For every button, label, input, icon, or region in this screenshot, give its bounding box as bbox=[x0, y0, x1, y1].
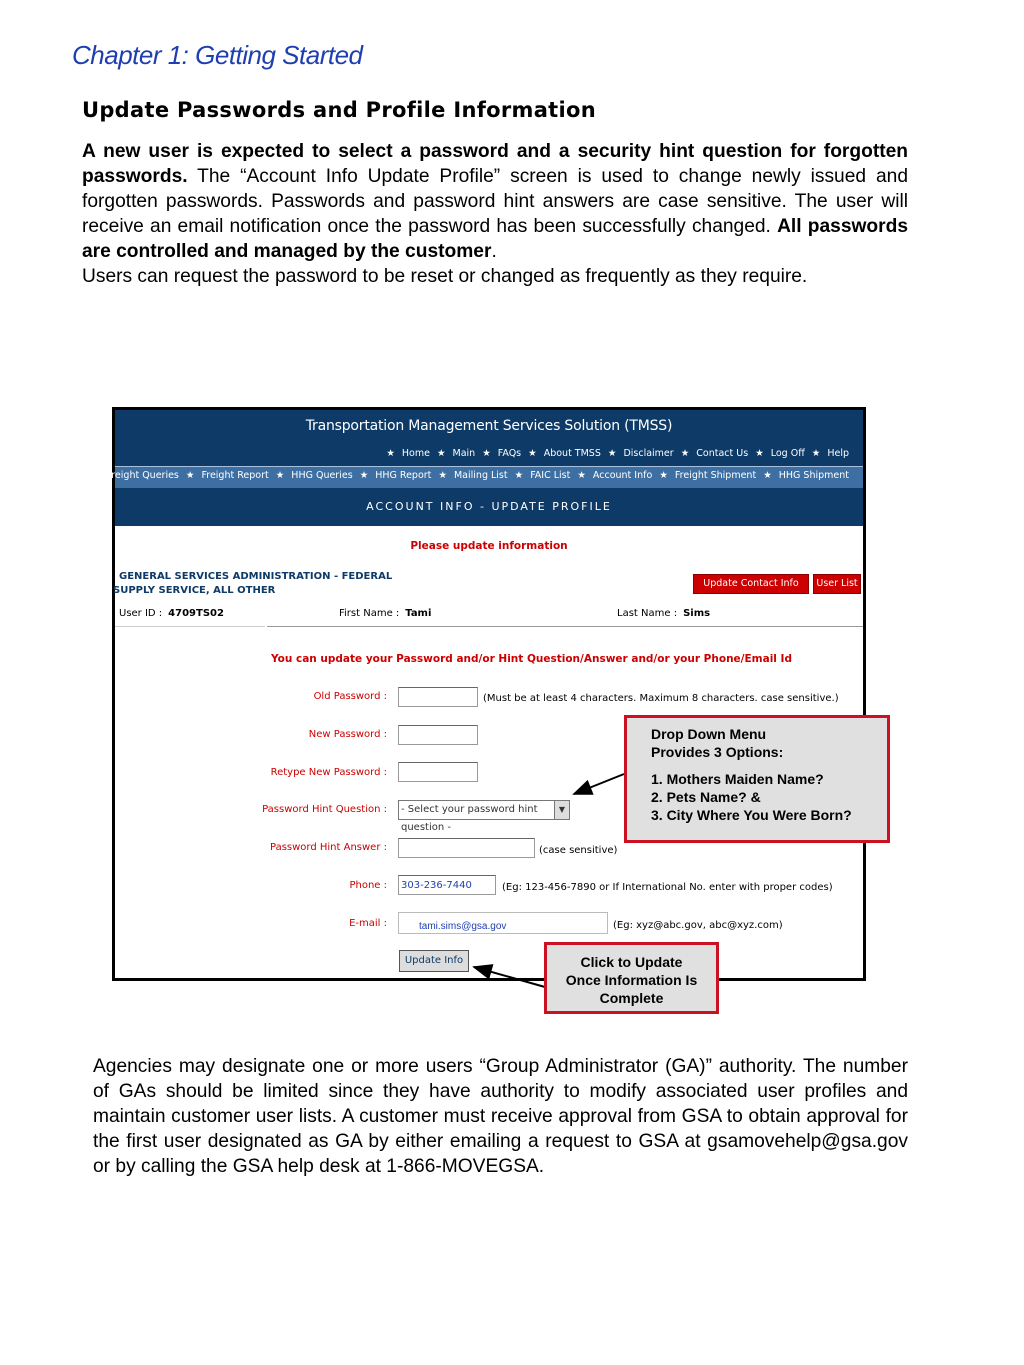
email-note: (Eg: xyz@abc.gov, abc@xyz.com) bbox=[613, 920, 783, 931]
intro-last-line: Users can request the password to be reset or changed as frequently as they require. bbox=[82, 266, 808, 287]
hint-question-label: Password Hint Question : bbox=[262, 804, 387, 815]
organization-name: GENERAL SERVICES ADMINISTRATION - FEDERAL SUPPLY SERVICE, ALL OTHER bbox=[113, 571, 393, 596]
user-list-button[interactable]: User List bbox=[813, 574, 861, 594]
nav-logoff[interactable]: ★ Log Off bbox=[755, 448, 805, 459]
ga-paragraph: Agencies may designate one or more users “Group Administrator (GA)” authority. The number of GAs should be limited since they have authority to modify associated user profiles and maintain customer user lists. A customer must receive approval from GSA to obtain approval for the first user designated as GA by either emailing a request to GSA at gsamovehelp@gsa.gov or by calling the GSA help desk at 1-866-MOVEGSA. bbox=[93, 1056, 908, 1177]
intro-period: . bbox=[491, 241, 497, 262]
user-id: User ID : 4709TS02 bbox=[119, 608, 224, 619]
nav-freight-report[interactable]: ★ Freight Report bbox=[185, 470, 269, 481]
nav-home[interactable]: ★ Home bbox=[386, 448, 430, 459]
chevron-down-icon[interactable]: ▼ bbox=[554, 801, 569, 819]
intro-bold-sentence: A new user is expected to select a password and a security hint question for forgotten passwords. bbox=[82, 141, 908, 187]
arrow-to-dropdown bbox=[574, 774, 624, 794]
hint-answer-label: Password Hint Answer : bbox=[269, 842, 387, 853]
hint-answer-note: (case sensitive) bbox=[539, 845, 618, 856]
nav-mailing-list[interactable]: ★ Mailing List bbox=[438, 470, 508, 481]
update-info-button[interactable]: Update Info bbox=[399, 950, 469, 972]
nav-hhg-report[interactable]: ★ HHG Report bbox=[359, 470, 432, 481]
hint-question-select[interactable]: - Select your password hint question - ▼ bbox=[398, 800, 570, 820]
nav-contact[interactable]: ★ Contact Us bbox=[680, 448, 749, 459]
email-input[interactable]: tami.sims@gsa.gov bbox=[398, 912, 608, 934]
nav-hhg-queries[interactable]: ★ HHG Queries bbox=[275, 470, 353, 481]
intro-text: The “Account Info Update Profile” screen is used to change newly issued and forgotten passwords. Passwords and password hint answers are case sensitive. The user will receive an email notification once the password has been successfully changed. bbox=[82, 166, 908, 237]
nav-help[interactable]: ★ Help bbox=[811, 448, 849, 459]
last-name: Last Name : Sims bbox=[617, 608, 711, 619]
new-password-label: New Password : bbox=[308, 729, 387, 740]
old-password-label: Old Password : bbox=[313, 691, 387, 702]
update-callout: Click to Update Once Information Is Complete bbox=[544, 942, 719, 1014]
old-password-hint: (Must be at least 4 characters. Maximum 8 characters. case sensitive.) bbox=[483, 693, 839, 704]
dropdown-callout: Drop Down Menu Provides 3 Options: 1. Mothers Maiden Name? 2. Pets Name? & 3. City Where You Were Born? bbox=[624, 715, 890, 843]
nav-account-info[interactable]: ★ Account Info bbox=[577, 470, 653, 481]
retype-password-label: Retype New Password : bbox=[270, 767, 387, 778]
phone-label: Phone : bbox=[349, 880, 387, 891]
app-title: Transportation Management Services Solution (TMSS) bbox=[305, 418, 673, 434]
update-contact-info-button[interactable]: Update Contact Info bbox=[693, 574, 809, 594]
section-title: Update Passwords and Profile Information bbox=[82, 98, 596, 122]
chapter-heading: Chapter 1: Getting Started bbox=[72, 40, 363, 70]
nav-main[interactable]: ★ Main bbox=[436, 448, 476, 459]
intro-bold-customer: All passwords are controlled and managed by the customer bbox=[82, 216, 908, 262]
nav-faqs[interactable]: ★ FAQs bbox=[482, 448, 522, 459]
nav-disclaimer[interactable]: ★ Disclaimer bbox=[607, 448, 674, 459]
phone-input[interactable]: 303-236-7440 bbox=[398, 875, 496, 895]
phone-note: (Eg: 123-456-7890 or If International No. enter with proper codes) bbox=[502, 882, 833, 893]
nav-freight-queries[interactable]: ★ Freight Queries bbox=[90, 470, 179, 481]
page-section-label: ACCOUNT INFO - UPDATE PROFILE bbox=[366, 500, 612, 513]
nav-about[interactable]: ★ About TMSS bbox=[528, 448, 601, 459]
first-name: First Name : Tami bbox=[339, 608, 432, 619]
nav-hhg-shipment[interactable]: ★ HHG Shipment bbox=[763, 470, 849, 481]
update-instructions: You can update your Password and/or Hint Question/Answer and/or your Phone/Email Id bbox=[271, 653, 792, 665]
nav-faic-list[interactable]: ★ FAIC List bbox=[514, 470, 571, 481]
nav-freight-shipment[interactable]: ★ Freight Shipment bbox=[659, 470, 757, 481]
arrow-to-update-button bbox=[474, 967, 552, 989]
email-label: E-mail : bbox=[349, 918, 387, 929]
please-update-text: Please update information bbox=[410, 540, 568, 552]
